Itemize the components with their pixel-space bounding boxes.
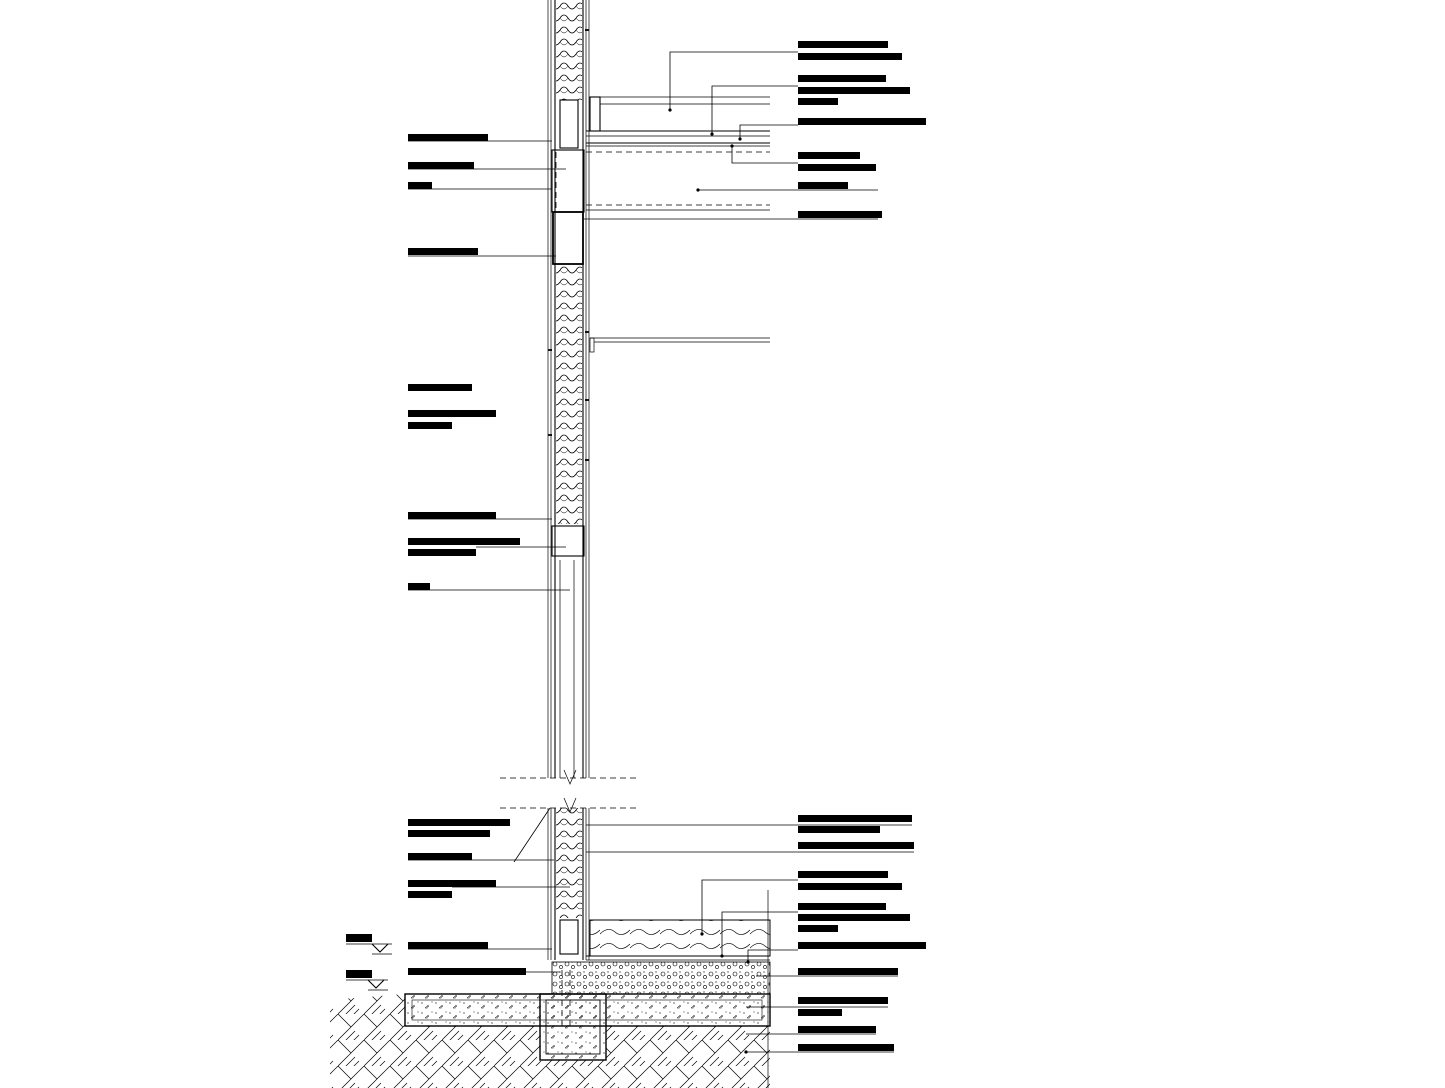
label-bar: [408, 162, 474, 169]
label-bar: [798, 152, 860, 159]
label-bar: [408, 512, 496, 519]
label-bar: [798, 53, 902, 60]
label-bar: [798, 75, 886, 82]
label-bar: [798, 164, 876, 171]
label-bar: [408, 853, 472, 860]
label-bar: [798, 1009, 842, 1016]
label-bar: [798, 118, 926, 125]
label-bar: [408, 891, 452, 898]
break-lines: [500, 770, 640, 812]
label-bar: [798, 997, 888, 1004]
right-annotations: [584, 41, 926, 1054]
label-bar: [408, 549, 476, 556]
label-bar: [798, 968, 898, 975]
label-bar: [408, 968, 526, 975]
label-bar: [798, 815, 912, 822]
label-bar: [408, 538, 520, 545]
label-bar: [408, 182, 432, 189]
label-bar: [408, 880, 496, 887]
label-bar: [798, 883, 902, 890]
label-bar: [798, 925, 838, 932]
label-bar: [408, 410, 496, 417]
label-bar: [798, 903, 886, 910]
label-bar: [798, 98, 838, 105]
label-bar: [798, 942, 926, 949]
label-bar: [798, 914, 910, 921]
label-bar: [408, 583, 430, 590]
label-bar: [408, 422, 452, 429]
left-annotations: [408, 134, 570, 975]
label-bar: [408, 942, 488, 949]
label-bar: [798, 41, 888, 48]
wall-upper: [548, 0, 589, 778]
label-bar: [408, 830, 490, 837]
upper-floor-system: [586, 97, 770, 352]
label-bar: [798, 1044, 894, 1051]
label-bar: [798, 842, 914, 849]
label-bar: [798, 182, 848, 189]
label-bar: [798, 871, 888, 878]
level-markers: [346, 934, 392, 990]
wall-lower: [548, 808, 589, 960]
label-bar: [798, 1026, 876, 1033]
label-bar: [408, 134, 488, 141]
label-bar: [408, 819, 510, 826]
label-bar: [798, 826, 880, 833]
label-bar: [798, 211, 882, 218]
label-bar: [408, 248, 478, 255]
label-bar: [798, 87, 910, 94]
label-bar: [408, 384, 472, 391]
